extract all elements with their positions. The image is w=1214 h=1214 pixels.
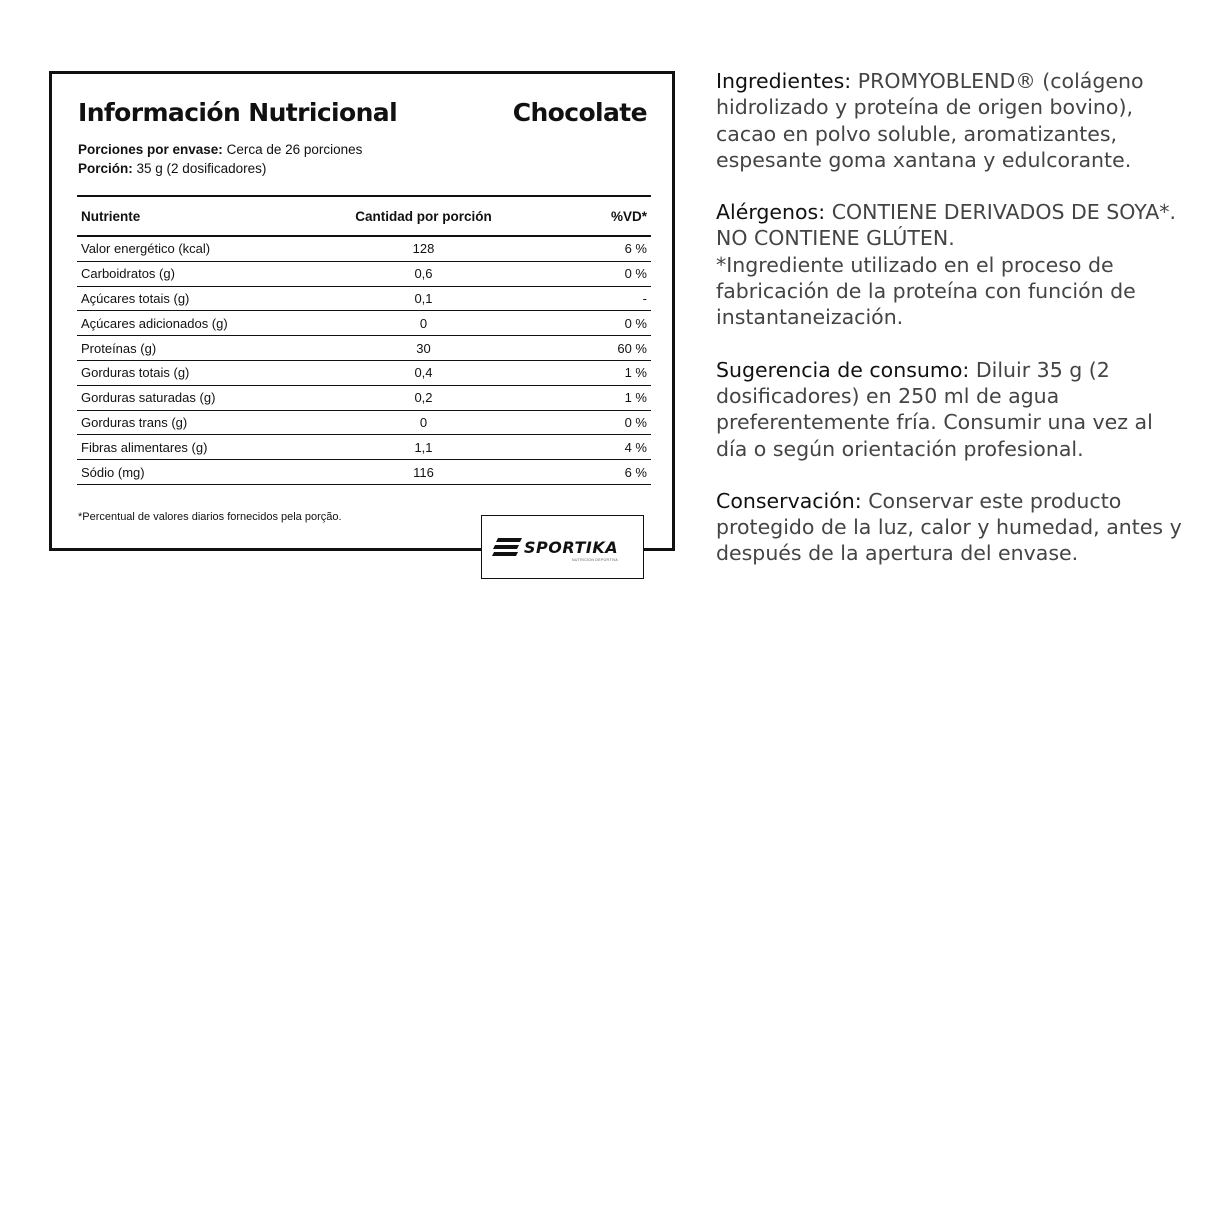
nutrient-daily-value: 1 % [506,360,651,385]
table-row [77,336,651,361]
table-row [77,460,651,485]
table-row [77,261,651,286]
servings-per-container [78,142,362,157]
column-header-nutrient: Nutriente [77,196,341,236]
brand-tagline: NUTRICION DEPORTIVA [572,558,619,562]
nutrient-name: Fibras alimentares (g) [77,435,341,460]
nutrient-daily-value: 6 % [506,236,651,261]
nutrient-name: Proteínas (g) [77,336,341,361]
portion-label: Porción: [78,161,133,176]
nutrient-amount: 0 [341,410,506,435]
flavor-name: Chocolate [512,98,647,127]
nutrient-amount: 0,1 [341,286,506,311]
nutrient-daily-value: 6 % [506,460,651,485]
allergens-text: CONTIENE DERIVADOS DE SOYA*. NO CONTIENE GLÚTEN. [716,200,1177,251]
table-row [77,236,651,261]
nutrient-amount: 30 [341,336,506,361]
brand-logo [481,515,644,579]
nutrient-name: Gorduras saturadas (g) [77,385,341,410]
nutrient-daily-value: 0 % [506,410,651,435]
conservation-text: Conservar este producto protegido de la luz, calor y humedad, antes y después de la apertura del envase. [716,488,1182,566]
column-header-daily-value: %VD* [506,196,651,236]
nutrient-daily-value: 0 % [506,311,651,336]
nutrient-daily-value: - [506,286,651,311]
nutrient-amount: 128 [341,236,506,261]
nutrient-name: Gorduras totais (g) [77,360,341,385]
nutrient-amount: 0,6 [341,261,506,286]
table-row [77,385,651,410]
table-row [77,435,651,460]
suggestion-paragraph [716,357,1186,462]
nutrient-name: Açúcares totais (g) [77,286,341,311]
nutrient-name: Carboidratos (g) [77,261,341,286]
nutrient-name: Gorduras trans (g) [77,410,341,435]
portion-value: 35 g (2 dosificadores) [136,161,267,176]
ingredients-paragraph [716,68,1186,173]
nutrition-label [49,71,675,551]
allergens-label: Alérgenos: [716,200,826,225]
servings-value: Cerca de 26 porciones [226,142,363,157]
table-row [77,286,651,311]
nutrient-amount: 0,4 [341,360,506,385]
nutrient-amount: 1,1 [341,435,506,460]
suggestion-text: Diluir 35 g (2 dosificadores) en 250 ml de agua preferentemente fría. Consumir una vez al día o según orientación profesional. [716,357,1153,461]
product-info [716,68,1186,593]
nutrition-table [77,195,651,485]
nutrient-amount: 0,2 [341,385,506,410]
ingredients-text: PROMYOBLEND® (colágeno hidrolizado y proteína de origen bovino), cacao en polvo soluble, aromatizantes, espesante goma xantana y edulcorante. [716,69,1144,172]
nutrient-amount: 116 [341,460,506,485]
table-row [77,410,651,435]
nutrient-daily-value: 60 % [506,336,651,361]
daily-value-footnote: *Percentual de valores diarios fornecidos pela porção. [78,511,342,523]
label-title: Información Nutricional [78,98,398,127]
ingredients-label: Ingredientes: [716,69,852,93]
allergens-paragraph [716,199,1186,330]
nutrient-name: Sódio (mg) [77,460,341,485]
nutrient-name: Açúcares adicionados (g) [77,311,341,336]
brand-wordmark: SPORTIKA [524,538,619,557]
allergens-note: *Ingrediente utilizado en el proceso de fabricación de la proteína con función de instantaneización. [716,252,1136,330]
nutrient-name: Valor energético (kcal) [77,236,341,261]
table-row [77,360,651,385]
column-header-amount: Cantidad por porción [341,196,506,236]
conservation-paragraph [716,488,1186,567]
serving-size [78,161,266,176]
nutrient-daily-value: 0 % [506,261,651,286]
suggestion-label: Sugerencia de consumo: [716,357,970,382]
nutrient-daily-value: 4 % [506,435,651,460]
servings-label: Porciones por envase: [78,142,223,157]
nutrient-daily-value: 1 % [506,385,651,410]
sportika-stripes-icon [492,538,522,561]
table-header-row [77,196,651,236]
nutrient-amount: 0 [341,311,506,336]
conservation-label: Conservación: [716,488,862,513]
table-row [77,311,651,336]
